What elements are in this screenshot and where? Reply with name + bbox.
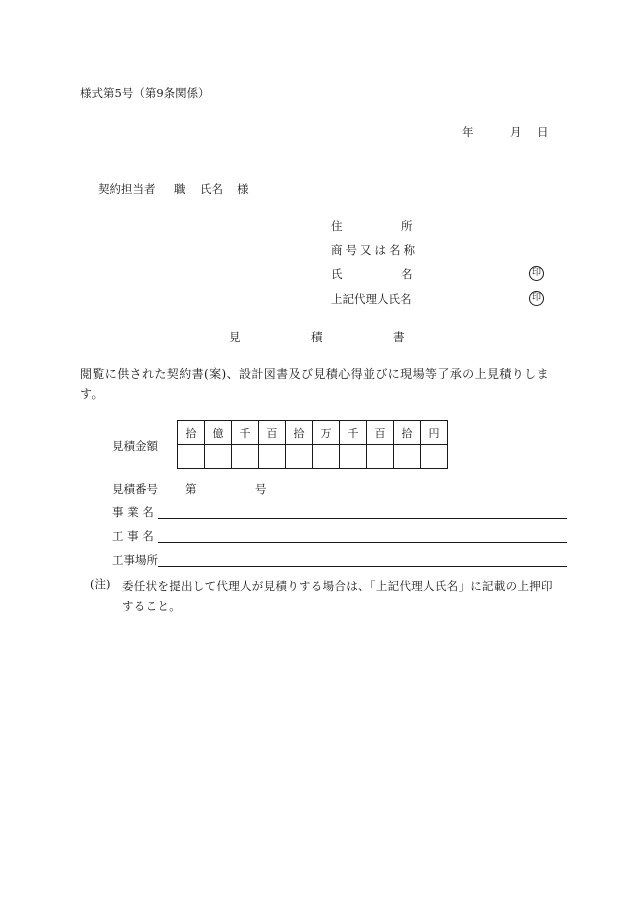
addressee-position: 職 [174, 182, 186, 196]
title-char-2: 積 [311, 330, 323, 344]
project-name-label: 事 業 名 [112, 505, 154, 519]
amount-cell[interactable] [232, 445, 259, 469]
addressee [98, 181, 249, 197]
amount-digit-row [178, 421, 448, 445]
title-char-1: 見 [229, 330, 241, 344]
name-label-2: 名 [401, 267, 413, 281]
amount-cell[interactable] [313, 445, 340, 469]
addressee-name: 氏名 [200, 182, 223, 196]
digit-header: 百 [259, 421, 286, 445]
amount-cell[interactable] [421, 445, 448, 469]
project-name-line[interactable] [158, 518, 567, 519]
form-number: 様式第5号（第9条関係） [80, 86, 210, 100]
agent-seal-mark: 印 [529, 291, 544, 306]
amount-cell[interactable] [367, 445, 394, 469]
date-year-label: 年 [462, 125, 474, 139]
note-head: (注) [90, 577, 111, 591]
amount-cell[interactable] [205, 445, 232, 469]
document-title [229, 329, 405, 345]
construction-location-line[interactable] [158, 566, 567, 567]
amount-cell[interactable] [340, 445, 367, 469]
digit-header: 千 [340, 421, 367, 445]
construction-location-label: 工事場所 [112, 553, 158, 567]
digit-header: 拾 [286, 421, 313, 445]
address-label-2: 所 [401, 219, 413, 233]
addressee-honorific: 様 [237, 182, 249, 196]
digit-header: 円 [421, 421, 448, 445]
date-day-label: 日 [537, 125, 549, 139]
amount-cell[interactable] [286, 445, 313, 469]
agent-label: 上記代理人氏名 [331, 292, 412, 306]
name-label-1: 氏 [331, 267, 343, 281]
addressee-title: 契約担当者 [98, 182, 156, 196]
note-text: 委任状を提出して代理人が見積りする場合は、「上記代理人氏名」に記載の上押印すること。 [122, 579, 553, 613]
digit-header: 拾 [394, 421, 421, 445]
body-text: 閲覧に供された契約書(案)、設計図書及び見積心得並びに現場等了承の上見積りします。 [80, 367, 549, 401]
amount-label: 見積金額 [112, 439, 158, 453]
address-label-1: 住 [331, 219, 343, 233]
date-month-label: 月 [510, 125, 522, 139]
digit-header: 万 [313, 421, 340, 445]
digit-header: 千 [232, 421, 259, 445]
amount-cell[interactable] [178, 445, 205, 469]
amount-cell[interactable] [259, 445, 286, 469]
amount-value-row [178, 445, 448, 469]
amount-table [177, 420, 448, 469]
amount-cell[interactable] [394, 445, 421, 469]
estimate-number-prefix: 第 [185, 482, 197, 496]
company-label: 商号又は名称 [331, 243, 418, 257]
title-char-3: 書 [393, 330, 405, 344]
digit-header: 億 [205, 421, 232, 445]
seal-mark: 印 [529, 266, 544, 281]
estimate-number-suffix: 号 [255, 482, 267, 496]
digit-header: 百 [367, 421, 394, 445]
construction-name-line[interactable] [158, 542, 567, 543]
date-line [462, 124, 549, 140]
construction-name-label: 工 事 名 [112, 529, 154, 543]
estimate-number-label: 見積番号 [112, 482, 158, 496]
digit-header: 拾 [178, 421, 205, 445]
